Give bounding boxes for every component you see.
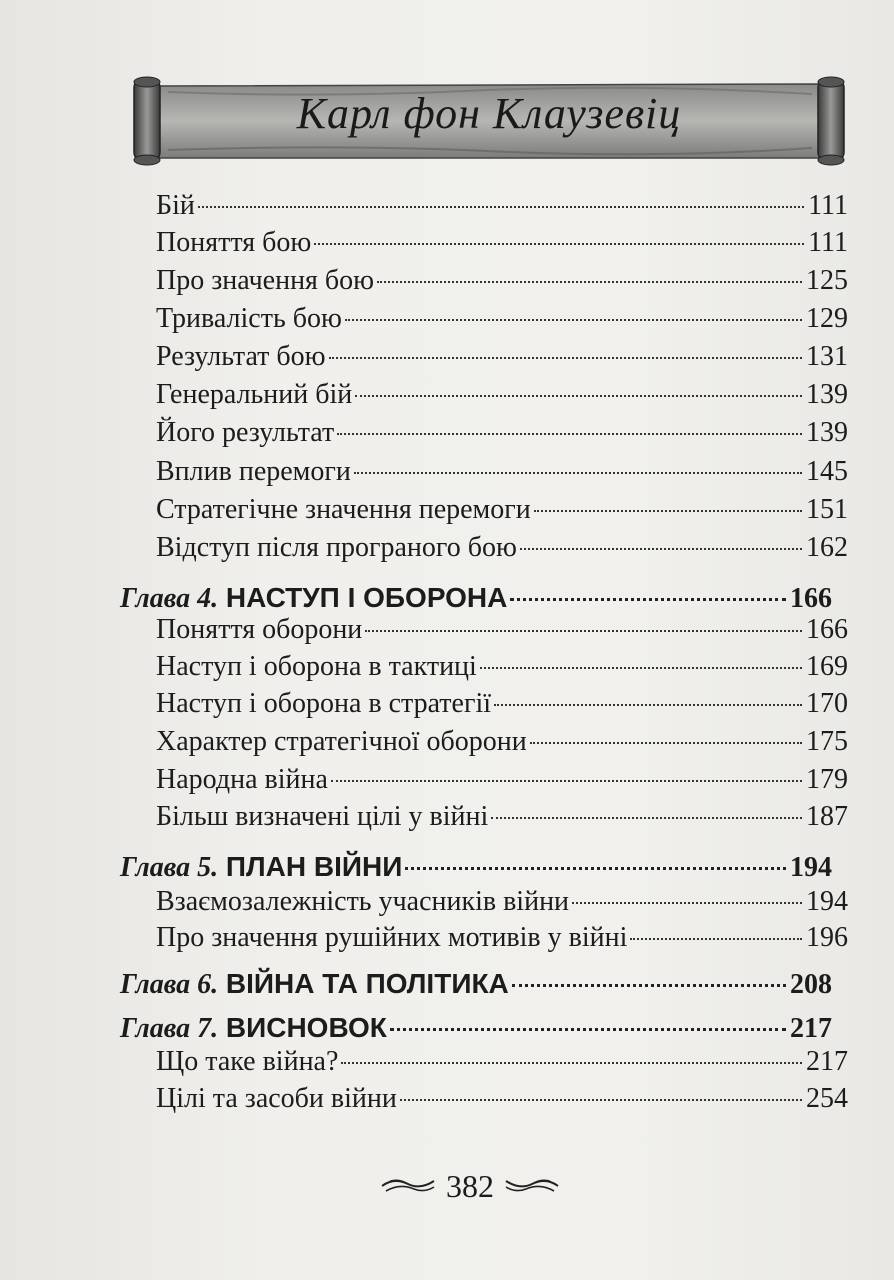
dot-leader — [377, 281, 802, 283]
toc-chapter-row — [120, 1012, 832, 1050]
dot-leader — [494, 704, 802, 706]
toc-page-number: 187 — [806, 801, 848, 832]
toc-entry-row — [156, 1046, 848, 1084]
toc-entry-title: Наступ і оборона в тактиці — [156, 651, 477, 682]
chapter-prefix: Глава 5. — [120, 852, 219, 883]
toc-entry-title: Про значення бою — [156, 265, 375, 296]
toc-page-number: 111 — [808, 227, 848, 258]
toc-entry-title — [120, 582, 507, 615]
toc-page-number: 139 — [806, 379, 848, 410]
toc-entry-row — [156, 190, 848, 228]
toc-entry-title: Народна війна — [156, 764, 328, 795]
dot-leader — [530, 742, 802, 744]
dot-leader — [630, 938, 802, 940]
toc-entry-title: Поняття бою — [156, 227, 312, 258]
toc-page-number: 194 — [806, 886, 848, 917]
toc-entry-title: Бій — [156, 190, 195, 221]
toc-entry-row — [156, 303, 848, 341]
toc-page-number: 194 — [790, 852, 832, 883]
toc-entry-row — [156, 922, 848, 960]
toc-entry-title: Що таке війна? — [156, 1046, 339, 1077]
toc-entry-title: Тривалість бою — [156, 303, 342, 334]
header-banner — [128, 74, 850, 166]
chapter-title: ВІЙНА ТА ПОЛІТИКА — [225, 968, 509, 999]
toc-entry-row — [156, 726, 848, 764]
toc-entry-row — [156, 456, 848, 494]
toc-entry-title: Цілі та засоби війни — [156, 1083, 397, 1114]
dot-leader — [512, 984, 786, 987]
dot-leader — [534, 510, 802, 512]
chapter-title: НАСТУП І ОБОРОНА — [225, 582, 508, 613]
dot-leader — [400, 1099, 802, 1101]
toc-entry-row — [156, 494, 848, 532]
toc-entry-title: Поняття оборони — [156, 614, 363, 645]
dot-leader — [365, 630, 802, 632]
dot-leader — [572, 902, 802, 904]
dot-leader — [341, 1062, 802, 1064]
toc-entry-title: Його результат — [156, 417, 335, 448]
toc-entry-row — [156, 417, 848, 455]
toc-entry-row — [156, 227, 848, 265]
toc-entry-title: Взаємозалежність учасників війни — [156, 886, 570, 917]
dot-leader — [510, 598, 786, 601]
toc-page-number: 254 — [806, 1083, 848, 1114]
toc-page-number: 208 — [790, 969, 832, 1000]
toc-entry-row — [156, 341, 848, 379]
toc-entry-title: Вплив перемоги — [156, 456, 351, 487]
toc-entry-title — [120, 968, 509, 1001]
page-number: 382 — [446, 1167, 494, 1204]
toc-entry-title — [120, 851, 402, 884]
toc-entry-title — [120, 1012, 387, 1045]
dot-leader — [480, 667, 802, 669]
dot-leader — [345, 319, 802, 321]
dot-leader — [491, 817, 802, 819]
toc-page-number: 162 — [806, 532, 848, 563]
toc-entry-row — [156, 1083, 848, 1121]
toc-page-number: 151 — [806, 494, 848, 525]
dot-leader — [405, 867, 786, 870]
chapter-prefix: Глава 6. — [120, 969, 219, 1000]
chapter-title: ВИСНОВОК — [225, 1012, 387, 1043]
toc-entry-row — [156, 886, 848, 924]
dot-leader — [520, 548, 802, 550]
toc-page-number: 111 — [808, 190, 848, 221]
toc-entry-title: Більш визначені цілі у війні — [156, 801, 489, 832]
toc-page-number: 131 — [806, 341, 848, 372]
dot-leader — [337, 433, 802, 435]
dot-leader — [354, 472, 802, 474]
toc-page-number: 169 — [806, 651, 848, 682]
toc-entry-row — [156, 265, 848, 303]
toc-entry-title: Про значення рушійних мотивів у війні — [156, 922, 628, 953]
toc-page-number: 139 — [806, 417, 848, 448]
dot-leader — [314, 243, 804, 245]
chapter-title: ПЛАН ВІЙНИ — [225, 851, 403, 882]
toc-chapter-row — [120, 968, 832, 1006]
toc-page-number: 217 — [790, 1013, 832, 1044]
dot-leader — [198, 206, 804, 208]
toc-page-number: 217 — [806, 1046, 848, 1077]
toc-page-number: 179 — [806, 764, 848, 795]
toc-page-number: 166 — [790, 583, 832, 614]
toc-page-number: 196 — [806, 922, 848, 953]
toc-page-number: 125 — [806, 265, 848, 296]
toc-chapter-row — [120, 851, 832, 889]
dot-leader — [355, 395, 802, 397]
toc-entry-title: Характер стратегічної оборони — [156, 726, 527, 757]
toc-page-number: 129 — [806, 303, 848, 334]
toc-page-number: 175 — [806, 726, 848, 757]
toc-entry-title: Відступ після програного бою — [156, 532, 517, 563]
toc-entry-row — [156, 764, 848, 802]
toc-entry-row — [156, 801, 848, 839]
toc-entry-row — [156, 379, 848, 417]
right-flourish-icon — [504, 1175, 560, 1197]
toc-entry-row — [156, 688, 848, 726]
toc-page-number: 166 — [806, 614, 848, 645]
toc-entry-title: Генеральний бій — [156, 379, 353, 410]
dot-leader — [390, 1028, 786, 1031]
book-author-title: Карл фон Клаузевіц — [296, 89, 682, 138]
dot-leader — [329, 357, 802, 359]
toc-entry-title: Наступ і оборона в стратегії — [156, 688, 492, 719]
toc-entry-row — [156, 614, 848, 652]
page-footer — [380, 1164, 560, 1208]
toc-page-number: 145 — [806, 456, 848, 487]
toc-entry-title: Стратегічне значення перемоги — [156, 494, 531, 525]
chapter-prefix: Глава 4. — [120, 583, 219, 614]
toc-entry-row — [156, 532, 848, 570]
left-flourish-icon — [380, 1175, 436, 1197]
chapter-prefix: Глава 7. — [120, 1013, 219, 1044]
toc-entry-row — [156, 651, 848, 689]
toc-entry-title: Результат бою — [156, 341, 326, 372]
toc-page-number: 170 — [806, 688, 848, 719]
dot-leader — [331, 780, 802, 782]
